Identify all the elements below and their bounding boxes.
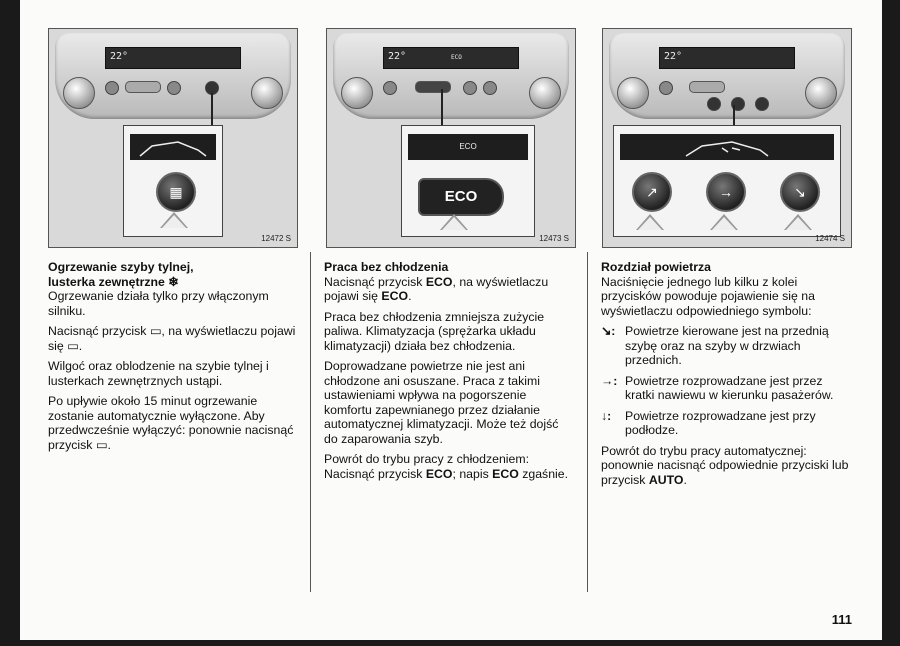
paragraph: Po upływie około 15 minut ogrzewanie zostanie automatycznie wyłączone. Aby przedwcześnie wyłączyć: ponownie nacisnąć przycisk ▭. <box>48 394 294 452</box>
panel-button <box>463 81 477 95</box>
paragraph: Wilgoć oraz oblodzenie na szybie tylnej i lusterkach zewnętrznych ustąpi. <box>48 359 269 388</box>
list-item: →: Powietrze rozprowadzane jest przez kratki nawiewu w kierunku pasażerów. <box>601 373 834 402</box>
column-air-distribution <box>601 260 853 493</box>
right-knob <box>805 77 837 109</box>
eco-button: ECO <box>418 178 504 216</box>
zoom-display <box>620 134 834 160</box>
paragraph: Nacisnąć przycisk ECO, na wyświetlaczu pojawi się ECO. <box>324 274 549 303</box>
press-arrow-icon <box>636 214 664 230</box>
panel-button <box>125 81 161 93</box>
column-divider <box>310 252 311 592</box>
column-eco <box>324 260 574 487</box>
right-knob <box>529 77 561 109</box>
left-knob <box>63 77 95 109</box>
pointer-line <box>211 93 213 129</box>
climate-panel <box>333 33 569 119</box>
paragraph: Powrót do trybu pracy automatycznej: ponownie nacisnąć odpowiednie przyciski lub przycisk AUTO. <box>601 443 849 487</box>
car-outline-icon <box>138 138 208 158</box>
section-heading: Ogrzewanie szyby tylnej, lusterka zewnętrzne ❄ <box>48 260 194 289</box>
figure-id: 12472 S <box>261 234 291 243</box>
press-arrow-icon <box>710 214 738 230</box>
zoom-detail <box>401 125 535 237</box>
right-knob <box>251 77 283 109</box>
zoom-display <box>130 134 216 160</box>
section-heading: Praca bez chłodzenia <box>324 260 449 274</box>
left-knob <box>341 77 373 109</box>
paragraph: Powrót do trybu pracy z chłodzeniem: Nacisnąć przycisk ECO; napis ECO zgaśnie. <box>324 452 569 481</box>
floor-air-icon: ↓: <box>601 408 612 423</box>
figure-id: 12474 S <box>815 234 845 243</box>
press-arrow-icon <box>440 214 468 230</box>
list-item: ↓: Powietrze rozprowadzane jest przy podłodze. <box>601 408 816 437</box>
page-number: 111 <box>831 612 852 627</box>
pointer-line <box>441 89 443 129</box>
panel-button <box>659 81 673 95</box>
floor-air-icon: ↘ <box>780 172 820 212</box>
rear-defrost-icon: ▦ <box>156 172 196 212</box>
vent-air-icon: →: <box>601 373 618 388</box>
panel-button <box>105 81 119 95</box>
air-button <box>755 97 769 111</box>
column-divider <box>587 252 588 592</box>
manual-page <box>20 0 882 640</box>
panel-display: 22° <box>659 47 795 69</box>
climate-panel <box>55 33 291 119</box>
left-knob <box>617 77 649 109</box>
panel-button <box>167 81 181 95</box>
list-item: ↘: Powietrze kierowane jest na przednią szybę oraz na szyby w drzwiach przednich. <box>601 324 829 367</box>
air-distribution-icon <box>682 138 772 158</box>
paragraph: Ogrzewanie działa tylko przy włączonym silniku. <box>48 289 269 318</box>
figure-id: 12473 S <box>539 234 569 243</box>
windscreen-air-icon: ↘: <box>601 324 616 338</box>
vent-air-icon: → <box>706 172 746 212</box>
paragraph: Nacisnąć przycisk ▭, na wyświetlaczu pojawi się ▭. <box>48 324 296 353</box>
section-heading: Rozdział powietrza <box>601 260 711 274</box>
panel-display: 22° <box>105 47 241 69</box>
eco-panel-button <box>415 81 451 93</box>
press-arrow-icon <box>160 212 188 228</box>
paragraph: Praca bez chłodzenia zmniejsza zużycie paliwa. Klimatyzacja (sprężarka układu klimatyzacji) działa bez chłodzenia. <box>324 309 545 353</box>
column-rear-defrost <box>48 260 298 458</box>
panel-button <box>689 81 725 93</box>
press-arrow-icon <box>784 214 812 230</box>
zoom-detail <box>123 125 223 237</box>
panel-display: 22° ECO <box>383 47 519 69</box>
zoom-detail <box>613 125 841 237</box>
climate-panel <box>609 33 845 119</box>
paragraph: Doprowadzane powietrze nie jest ani chłodzone ani osuszane. Praca z takimi ustawieniami wpływa na pogorszenie komfortu zapewnianego przez działanie automatycznej klimatyzacji. Może też dojść do zaparowania szyb. <box>324 359 559 446</box>
figure-rear-defrost <box>48 28 298 248</box>
zoom-display: ECO <box>408 134 528 160</box>
figure-air-distribution <box>602 28 852 248</box>
air-button <box>707 97 721 111</box>
paragraph: Naciśnięcie jednego lub kilku z kolei przycisków powoduje pojawienie się na wyświetlaczu odpowiedniego symbolu: <box>601 274 815 318</box>
panel-button <box>483 81 497 95</box>
windscreen-air-icon: ↗ <box>632 172 672 212</box>
figure-eco <box>326 28 576 248</box>
panel-button <box>383 81 397 95</box>
